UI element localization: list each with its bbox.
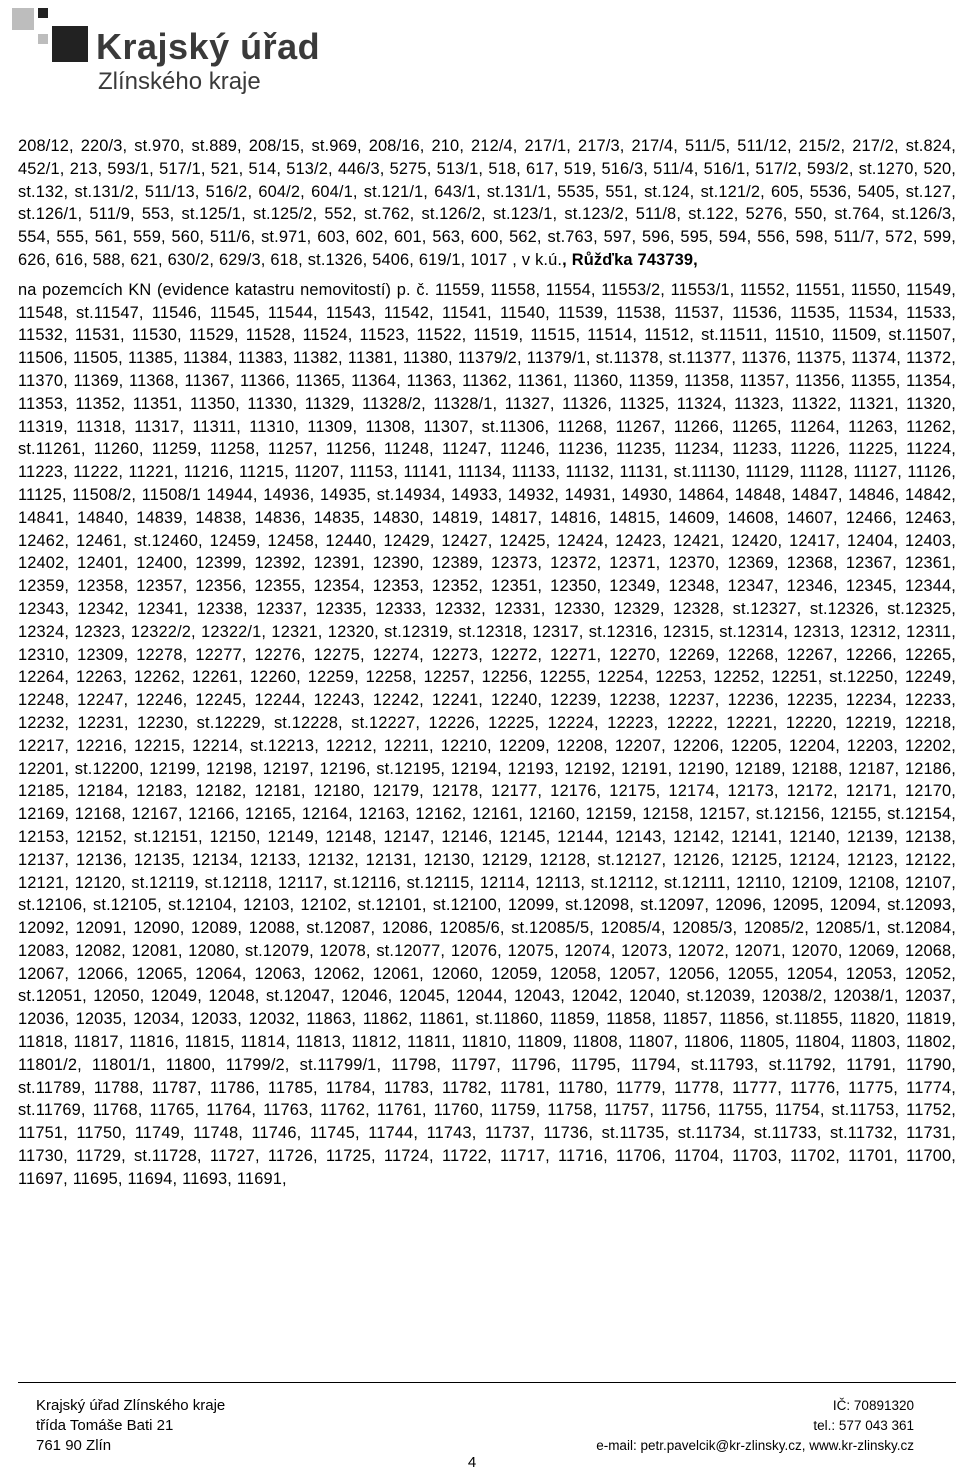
ic-value: 70891320 — [853, 1398, 914, 1413]
footer-email-web — [596, 1436, 914, 1456]
parcel-paragraph-1 — [18, 135, 956, 272]
cadastral-area-name: , Růžďka 743739, — [562, 250, 698, 269]
page-number: 4 — [467, 1454, 477, 1471]
logo-square-light-2 — [38, 34, 48, 44]
footer-tel — [596, 1416, 914, 1436]
ic-label: IČ: — [832, 1398, 851, 1413]
footer-street: třída Tomáše Bati 21 — [36, 1417, 174, 1434]
web-link[interactable]: www.kr-zlinsky.cz — [809, 1438, 914, 1453]
footer-ic — [596, 1396, 914, 1416]
footer-city: 761 90 Zlín — [36, 1437, 112, 1454]
logo-square-light — [12, 8, 34, 30]
logo-square-small — [38, 8, 48, 18]
office-logo — [12, 8, 321, 98]
footer-org-name: Krajský úřad Zlínského kraje — [36, 1397, 226, 1414]
tel-label: tel.: — [813, 1418, 836, 1433]
logo-square-large — [52, 26, 88, 62]
footer-address — [36, 1396, 225, 1456]
logo-title: Krajský úřad — [96, 26, 321, 67]
email-link[interactable]: petr.pavelcik@kr-zlinsky.cz, — [640, 1438, 806, 1453]
email-label: e-mail: — [596, 1438, 637, 1453]
parcel-paragraph-2: na pozemcích KN (evidence katastru nemovitostí) p. č. 11559, 11558, 11554, 11553/2, 11553/1, 11552, 11551, 11550, 11549, 11548, st.11547, 11546, 11545, 11544, 11543, 11542, 11541, 11540, 11539, 11538, 11537, 11536, 11535, 11534, 11533, 11532, 11531, 11530, 11529, 11528, 11524, 11523, 11522, 11519, 11515, 11514, 11512, st.11511, 11510, 11509, st.11507, 11506, 11505, 11385, 11384, 11383, 11382, 11381, 11380, 11379/2, 11379/1, st.11378, st.11377, 11376, 11375, 11374, 11372, 11370, 11369, 11368, 11367, 11366, 11365, 11364, 11363, 11362, 11361, 11360, 11359, 11358, 11357, 11356, 11355, 11354, 11353, 11352, 11351, 11350, 11330, 11329, 11328/2, 11328/1, 11327, 11326, 11325, 11324, 11323, 11322, 11321, 11320, 11319, 11318, 11317, 11311, 11310, 11309, 11308, 11307, st.11306, 11268, 11267, 11266, 11265, 11264, 11263, 11262, st.11261, 11260, 11259, 11258, 11257, 11256, 11248, 11247, 11246, 11236, 11235, 11234, 11233, 11226, 11225, 11224, 11223, 11222, 11221, 11216, 11215, 11207, 11153, 11141, 11134, 11133, 11132, 11131, st.11130, 11129, 11128, 11127, 11126, 11125, 11508/2, 11508/1 14944, 14936, 14935, st.14934, 14933, 14932, 14931, 14930, 14864, 14848, 14847, 14846, 14842, 14841, 14840, 14839, 14838, 14836, 14835, 14830, 14819, 14817, 14816, 14815, 14609, 14608, 14607, 12466, 12463, 12462, 12461, st.12460, 12459, 12458, 12440, 12429, 12427, 12425, 12424, 12423, 12421, 12420, 12417, 12404, 12403, 12402, 12401, 12400, 12399, 12392, 12391, 12390, 12389, 12373, 12372, 12371, 12370, 12369, 12368, 12367, 12361, 12359, 12358, 12357, 12356, 12355, 12354, 12353, 12352, 12351, 12350, 12349, 12348, 12347, 12346, 12345, 12344, 12343, 12342, 12341, 12338, 12337, 12335, 12333, 12332, 12331, 12330, 12329, 12328, st.12327, st.12326, st.12325, 12324, 12323, 12322/2, 12322/1, 12321, 12320, st.12319, st.12318, 12317, st.12316, 12315, st.12314, 12313, 12312, 12311, 12310, 12309, 12278, 12277, 12276, 12275, 12274, 12273, 12272, 12271, 12270, 12269, 12268, 12267, 12266, 12265, 12264, 12263, 12262, 12261, 12260, 12259, 12258, 12257, 12256, 12255, 12254, 12253, 12252, 12251, st.12250, 12249, 12248, 12247, 12246, 12245, 12244, 12243, 12242, 12241, 12240, 12239, 12238, 12237, 12236, 12235, 12234, 12233, 12232, 12231, 12230, st.12229, st.12228, st.12227, 12226, 12225, 12224, 12223, 12222, 12221, 12220, 12219, 12218, 12217, 12216, 12215, 12214, st.12213, 12212, 12211, 12210, 12209, 12208, 12207, 12206, 12205, 12204, 12203, 12202, 12201, st.12200, 12199, 12198, 12197, 12196, st.12195, 12194, 12193, 12192, 12191, 12190, 12189, 12188, 12187, 12186, 12185, 12184, 12183, 12182, 12181, 12180, 12179, 12178, 12177, 12176, 12175, 12174, 12173, 12172, 12171, 12170, 12169, 12168, 12167, 12166, 12165, 12164, 12163, 12162, 12161, 12160, 12159, 12158, 12157, st.12156, 12155, st.12154, 12153, 12152, st.12151, 12150, 12149, 12148, 12147, 12146, 12145, 12144, 12143, 12142, 12141, 12140, 12139, 12138, 12137, 12136, 12135, 12134, 12133, 12132, 12131, 12130, 12129, 12128, st.12127, 12126, 12125, 12124, 12123, 12122, 12121, 12120, st.12119, st.12118, 12117, st.12116, st.12115, 12114, 12113, st.12112, st.12111, 12110, 12109, 12108, 12107, st.12106, st.12105, st.12104, 12103, 12102, st.12101, st.12100, 12099, st.12098, st.12097, 12096, 12095, 12094, st.12093, 12092, 12091, 12090, 12089, 12088, st.12087, 12086, 12085/6, st.12085/5, 12085/4, 12085/3, 12085/2, 12085/1, st.12084, 12083, 12082, 12081, 12080, st.12079, 12078, st.12077, 12076, 12075, 12074, 12073, 12072, 12071, 12070, 12069, 12068, 12067, 12066, 12065, 12064, 12063, 12062, 12061, 12060, 12059, 12058, 12057, 12056, 12055, 12054, 12053, 12052, st.12051, 12050, 12049, 12048, st.12047, 12046, 12045, 12044, 12043, 12042, 12040, st.12039, 12038/2, 12038/1, 12037, 12036, 12035, 12034, 12033, 12032, 11863, 11862, 11861, st.11860, 11859, 11858, 11857, 11856, st.11855, 11820, 11819, 11818, 11817, 11816, 11815, 11814, 11813, 11812, 11811, 11810, 11809, 11808, 11807, 11806, 11805, 11804, 11803, 11802, 11801/2, 11801/1, 11800, 11799/2, st.11799/1, 11798, 11797, 11796, 11795, 11794, st.11793, st.11792, 11791, 11790, st.11789, 11788, 11787, 11786, 11785, 11784, 11783, 11782, 11781, 11780, 11779, 11778, 11777, 11776, 11775, 11774, st.11769, 11768, 11765, 11764, 11763, 11762, 11761, 11760, 11759, 11758, 11757, 11756, 11755, 11754, st.11753, 11752, 11751, 11750, 11749, 11748, 11746, 11745, 11744, 11743, 11737, 11736, st.11735, st.11734, st.11733, st.11732, 11731, 11730, 11729, st.11728, 11727, 11726, 11725, 11724, 11722, 11717, 11716, 11706, 11704, 11703, 11702, 11701, 11700, 11697, 11695, 11694, 11693, 11691, — [18, 280, 956, 1188]
tel-value: 577 043 361 — [838, 1418, 914, 1433]
footer-divider — [18, 1382, 956, 1383]
footer-contacts — [596, 1396, 914, 1456]
parcel-text-1: 208/12, 220/3, st.970, st.889, 208/15, st.969, 208/16, 210, 212/4, 217/1, 217/3, 217/4, 511/5, 511/12, 215/2, 217/2, st.824, 452/1, 213, 593/1, 517/1, 521, 514, 513/2, 446/3, 5275, 513/1, 518, 617, 519, 516/3, 511/4, 516/1, 517/2, 593/2, st.1270, 520, st.132, st.131/2, 511/13, 516/2, 604/2, 604/1, st.121/1, 643/1, st.131/1, 5535, 551, st.124, st.121/2, 605, 5536, 5405, st.127, st.126/1, 511/9, 553, st.125/1, st.125/2, 552, st.762, st.126/2, st.123/1, st.123/2, 511/8, st.122, 5276, 550, st.764, st.126/3, 554, 555, 561, 559, 560, 511/6, st.971, 603, 602, 601, 563, 600, 562, st.763, 597, 596, 595, 594, 556, 598, 511/7, 572, 599, 626, 616, 588, 621, 630/2, 629/3, 618, st.1326, 5406, 619/1, 1017 , v k.ú. — [18, 137, 956, 269]
logo-subtitle: Zlínského kraje — [98, 68, 261, 95]
parcel-list — [18, 135, 956, 1191]
